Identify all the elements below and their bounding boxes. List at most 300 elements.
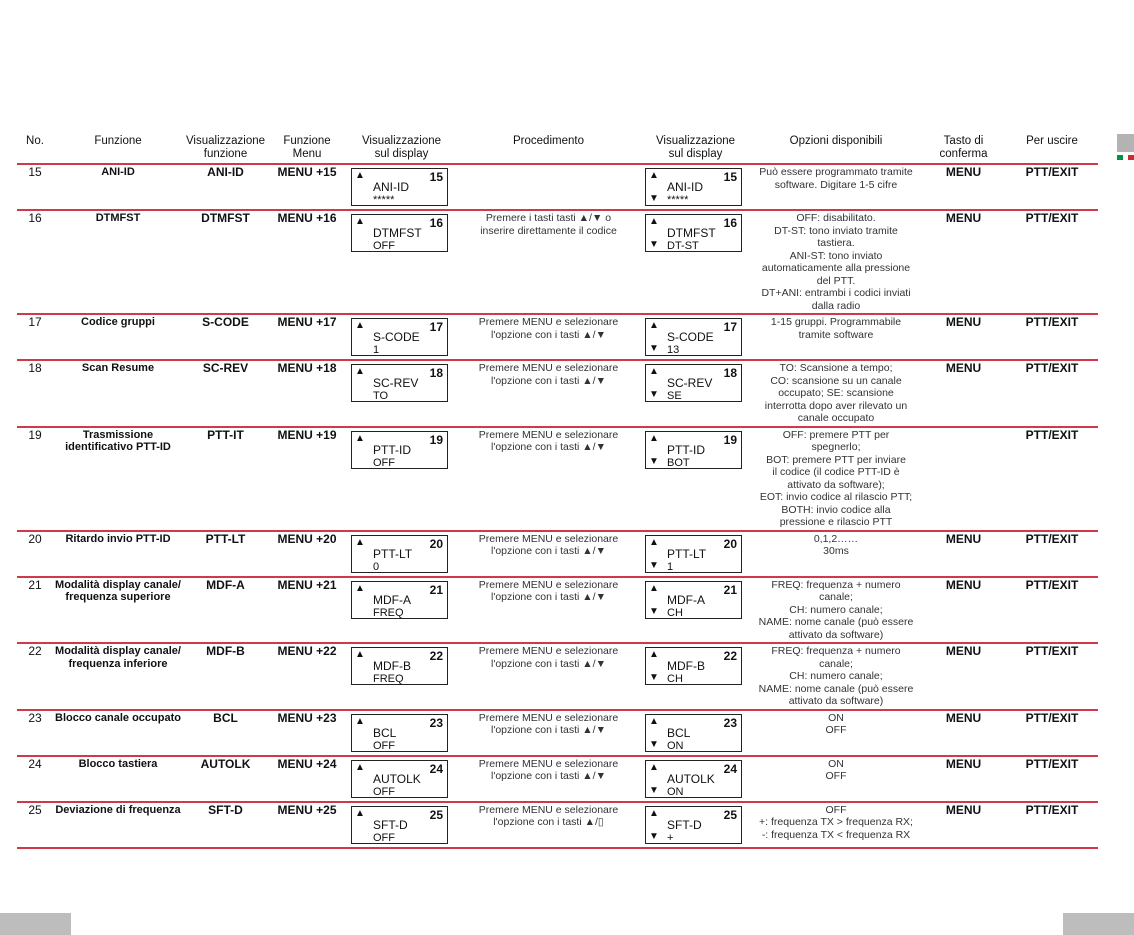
triangle-up-icon: ▲ — [355, 807, 365, 819]
cell-procedimento — [457, 427, 640, 531]
cell-no: 17 — [17, 314, 53, 360]
triangle-up-icon: ▲ — [355, 582, 365, 594]
cell-tasto: MENU — [921, 756, 1006, 802]
opzioni-line: ON — [828, 757, 844, 770]
table-row — [17, 210, 1098, 314]
lcd-menu-number: 25 — [429, 807, 443, 822]
triangle-down-icon: ▼ — [649, 784, 659, 796]
lcd-line-2: TO — [373, 390, 389, 402]
opzioni-line: attivato da software) — [788, 695, 884, 707]
procedimento-line: Premere MENU e selezionare — [478, 711, 619, 724]
opzioni-line: 0,1,2…… — [813, 532, 859, 545]
lcd-menu-number: 16 — [429, 216, 443, 230]
lcd-line-1: DTMFST — [373, 226, 422, 240]
header-uscire — [1006, 134, 1098, 164]
opzioni-line: pressione e rilascio PTT — [779, 516, 893, 528]
cell-funzione — [53, 756, 183, 802]
lcd-line-1: S-CODE — [373, 330, 420, 344]
cell-opzioni — [751, 577, 921, 644]
triangle-up-icon: ▲ — [649, 649, 659, 660]
cell-no: 21 — [17, 577, 53, 644]
cell-tasto: MENU — [921, 531, 1006, 577]
lcd-menu-number: 24 — [429, 761, 443, 776]
lcd-line-1: BCL — [373, 725, 397, 740]
cell-funzione-menu: MENU +20 — [268, 531, 346, 577]
menu-function-table — [17, 134, 1098, 849]
opzioni-line: OFF — [825, 803, 847, 816]
triangle-up-icon: ▲ — [649, 582, 659, 594]
lcd-display-after — [645, 535, 742, 573]
triangle-down-icon: ▼ — [649, 672, 659, 683]
lcd-menu-number: 24 — [723, 761, 737, 776]
triangle-up-icon: ▲ — [355, 536, 365, 548]
funzione-line: Modalità display canale/ — [55, 645, 181, 657]
procedimento-line: l'opzione con i tasti ▲/▯ — [493, 816, 604, 828]
cell-funzione-menu: MENU +18 — [268, 360, 346, 427]
procedimento-line: l'opzione con i tasti ▲/▼ — [490, 770, 606, 782]
lcd-line-2: 0 — [373, 560, 380, 573]
lcd-line-2: BOT — [667, 456, 690, 469]
procedimento-line: l'opzione con i tasti ▲/▼ — [490, 545, 606, 557]
cell-opzioni — [751, 643, 921, 710]
procedimento-line: l'opzione con i tasti ▲/▼ — [490, 657, 606, 670]
triangle-up-icon: ▲ — [649, 761, 659, 773]
cell-uscire: PTT/EXIT — [1006, 360, 1098, 427]
header-funzione-menu — [268, 134, 346, 164]
opzioni-line: del PTT. — [816, 274, 856, 287]
opzioni-line: NAME: nome canale (può essere — [758, 616, 914, 628]
lcd-menu-number: 18 — [429, 366, 443, 380]
triangle-up-icon: ▲ — [649, 432, 659, 444]
opzioni-line: EOT: invio codice al rilascio PTT; — [759, 491, 913, 503]
header-opzioni-text: Opzioni disponibili — [789, 135, 883, 147]
procedimento-line: Premere i tasti tasti ▲/▼ o — [485, 212, 612, 224]
header-tasto — [921, 134, 1006, 164]
cell-no: 15 — [17, 164, 53, 210]
cell-tasto: MENU — [921, 164, 1006, 210]
cell-procedimento — [457, 643, 640, 710]
header-vis-display-line1: Visualizzazione — [361, 135, 442, 147]
triangle-up-icon: ▲ — [355, 715, 365, 727]
cell-opzioni — [751, 531, 921, 577]
cell-vis-display-after — [640, 802, 751, 848]
cell-procedimento — [457, 531, 640, 577]
header-tasto-line2: conferma — [939, 148, 988, 160]
header-funzione-text: Funzione — [94, 135, 142, 147]
table-header — [17, 134, 1098, 164]
lcd-line-1: ANI-ID — [667, 180, 703, 194]
lcd-line-1: SC-REV — [373, 376, 419, 390]
lcd-line-1: MDF-B — [373, 659, 411, 673]
lcd-display-before — [351, 806, 448, 844]
opzioni-line: BOT: premere PTT per inviare — [766, 453, 906, 466]
cell-no: 23 — [17, 710, 53, 756]
lcd-display-before — [351, 214, 448, 252]
lcd-line-2: OFF — [373, 831, 395, 844]
lcd-line-2: 13 — [667, 344, 680, 356]
funzione-line: ANI-ID — [101, 166, 135, 178]
opzioni-line: NAME: nome canale (può essere — [758, 682, 914, 695]
cell-opzioni — [751, 756, 921, 802]
lcd-line-2: CH — [667, 606, 683, 619]
triangle-up-icon: ▲ — [355, 170, 365, 181]
cell-vis-funzione: ANI-ID — [183, 164, 268, 210]
cell-no: 18 — [17, 360, 53, 427]
lcd-display-before — [351, 168, 448, 206]
cell-uscire: PTT/EXIT — [1006, 710, 1098, 756]
lcd-menu-number: 25 — [723, 807, 737, 822]
header-no — [17, 134, 53, 164]
header-procedimento-text: Procedimento — [513, 135, 584, 147]
lcd-line-2: ON — [667, 739, 684, 752]
opzioni-line: OFF — [825, 724, 847, 736]
lcd-line-2: ***** — [373, 194, 395, 206]
opzioni-line: interrotta dopo aver rilevato un — [764, 399, 908, 412]
opzioni-line: spegnerlo; — [811, 441, 861, 453]
triangle-down-icon: ▼ — [649, 455, 659, 467]
cell-vis-display — [346, 427, 457, 531]
lcd-line-1: SC-REV — [667, 376, 713, 390]
lcd-display-after — [645, 647, 742, 685]
triangle-down-icon: ▼ — [649, 738, 659, 750]
lcd-menu-number: 17 — [429, 320, 443, 334]
cell-vis-funzione: BCL — [183, 710, 268, 756]
cell-opzioni — [751, 164, 921, 210]
lcd-line-1: MDF-B — [667, 659, 705, 673]
cell-vis-display-after — [640, 710, 751, 756]
lcd-menu-number: 22 — [429, 649, 443, 663]
cell-vis-display — [346, 577, 457, 644]
cell-funzione-menu: MENU +17 — [268, 314, 346, 360]
cell-tasto: MENU — [921, 577, 1006, 644]
lcd-display-before — [351, 431, 448, 469]
funzione-line: Trasmissione — [82, 428, 154, 441]
lcd-display-before — [351, 318, 448, 356]
cell-opzioni — [751, 360, 921, 427]
procedimento-line: Premere MENU e selezionare — [478, 428, 619, 441]
opzioni-line: ANI-ST: tono inviato — [789, 249, 883, 262]
cell-funzione-menu: MENU +24 — [268, 756, 346, 802]
lcd-line-2: + — [667, 831, 674, 844]
lcd-display-after — [645, 806, 742, 844]
cell-vis-display — [346, 756, 457, 802]
procedimento-line: inserire direttamente il codice — [480, 224, 617, 237]
cell-vis-display — [346, 710, 457, 756]
lcd-line-2: 1 — [373, 344, 380, 356]
header-funzione — [53, 134, 183, 164]
cell-vis-funzione: PTT-LT — [183, 531, 268, 577]
header-funzione-menu-line1: Funzione — [283, 135, 331, 147]
cell-funzione-menu: MENU +21 — [268, 577, 346, 644]
lcd-line-2: 1 — [667, 560, 674, 573]
header-vis-display2-line1: Visualizzazione — [655, 135, 736, 147]
procedimento-line: l'opzione con i tasti ▲/▼ — [490, 591, 606, 603]
opzioni-line: occupato; SE: scansione — [778, 387, 894, 399]
opzioni-line: tramite software — [798, 328, 874, 341]
opzioni-line: CH: numero canale; — [789, 670, 883, 682]
opzioni-line: Può essere programmato tramite — [759, 166, 913, 178]
cell-funzione — [53, 802, 183, 848]
cell-funzione-menu: MENU +19 — [268, 427, 346, 531]
cell-vis-display-after — [640, 531, 751, 577]
opzioni-line: canale; — [819, 657, 853, 670]
cell-vis-display — [346, 164, 457, 210]
opzioni-line: 30ms — [823, 545, 849, 557]
procedimento-line: l'opzione con i tasti ▲/▼ — [490, 441, 606, 453]
cell-procedimento — [457, 314, 640, 360]
lcd-menu-number: 15 — [429, 170, 443, 184]
cell-uscire: PTT/EXIT — [1006, 314, 1098, 360]
triangle-down-icon: ▼ — [649, 239, 659, 250]
lcd-display-after — [645, 168, 742, 206]
opzioni-line: BOTH: invio codice alla — [781, 503, 891, 516]
opzioni-line: CO: scansione su un canale — [770, 374, 902, 387]
opzioni-line: 1-15 gruppi. Programmabile — [770, 316, 902, 328]
lcd-menu-number: 21 — [723, 582, 737, 597]
cell-vis-display-after — [640, 314, 751, 360]
opzioni-line: il codice (il codice PTT-ID è — [772, 466, 900, 478]
opzioni-line: software. Digitare 1-5 cifre — [774, 178, 898, 191]
lcd-line-1: DTMFST — [667, 226, 716, 240]
cell-vis-funzione: S-CODE — [183, 314, 268, 360]
header-tasto-line1: Tasto di — [943, 135, 984, 147]
cell-opzioni — [751, 427, 921, 531]
table-row — [17, 756, 1098, 802]
funzione-line: Blocco tastiera — [78, 757, 158, 770]
lcd-line-2: FREQ — [373, 606, 404, 619]
cell-funzione — [53, 314, 183, 360]
funzione-line: frequenza superiore — [65, 591, 171, 603]
lcd-menu-number: 23 — [429, 715, 443, 730]
cell-funzione-menu: MENU +16 — [268, 210, 346, 314]
page-tab-right — [1063, 913, 1134, 935]
cell-procedimento — [457, 756, 640, 802]
triangle-up-icon: ▲ — [355, 320, 365, 331]
table-row — [17, 360, 1098, 427]
opzioni-line: tastiera. — [817, 237, 855, 249]
cell-vis-display — [346, 360, 457, 427]
header-vis-display2 — [640, 134, 751, 164]
header-vis-funzione-line2: funzione — [203, 148, 248, 160]
lcd-line-1: PTT-ID — [373, 442, 411, 457]
cell-funzione — [53, 643, 183, 710]
triangle-down-icon: ▼ — [649, 605, 659, 617]
triangle-up-icon: ▲ — [355, 649, 365, 660]
lcd-line-1: SFT-D — [373, 817, 408, 832]
procedimento-line: Premere MENU e selezionare — [478, 362, 619, 374]
table-row — [17, 531, 1098, 577]
lcd-menu-number: 16 — [723, 216, 737, 230]
lcd-line-1: MDF-A — [373, 592, 411, 607]
opzioni-line: canale; — [819, 591, 853, 603]
cell-vis-funzione: SFT-D — [183, 802, 268, 848]
opzioni-line: attivato da software); — [787, 478, 885, 491]
opzioni-line: ON — [828, 711, 844, 724]
cell-tasto: MENU — [921, 314, 1006, 360]
lcd-display-after — [645, 364, 742, 402]
cell-procedimento — [457, 210, 640, 314]
lcd-display-after — [645, 714, 742, 752]
header-uscire-text: Per uscire — [1026, 135, 1078, 147]
cell-uscire: PTT/EXIT — [1006, 643, 1098, 710]
opzioni-line: TO: Scansione a tempo; — [779, 362, 893, 374]
lcd-line-1: AUTOLK — [667, 771, 715, 786]
funzione-line: Modalità display canale/ — [55, 578, 181, 591]
cell-vis-display-after — [640, 164, 751, 210]
opzioni-line: DT-ST: tono inviato tramite — [774, 224, 898, 237]
cell-tasto: MENU — [921, 360, 1006, 427]
cell-funzione — [53, 360, 183, 427]
table-row — [17, 427, 1098, 531]
funzione-line: Scan Resume — [81, 362, 155, 374]
funzione-line: Deviazione di frequenza — [55, 803, 181, 816]
lcd-menu-number: 18 — [723, 366, 737, 380]
opzioni-line: FREQ: frequenza + numero — [771, 578, 901, 591]
table-row — [17, 643, 1098, 710]
triangle-down-icon: ▼ — [649, 830, 659, 842]
cell-tasto — [921, 427, 1006, 531]
triangle-down-icon: ▼ — [649, 559, 659, 571]
funzione-line: frequenza inferiore — [68, 657, 168, 670]
lcd-display-after — [645, 581, 742, 619]
opzioni-line: dalla radio — [811, 299, 861, 312]
cell-procedimento — [457, 802, 640, 848]
procedimento-line: l'opzione con i tasti ▲/▼ — [490, 374, 606, 387]
lcd-line-1: S-CODE — [667, 330, 714, 344]
lcd-display-before — [351, 647, 448, 685]
table-row — [17, 577, 1098, 644]
page-tab-left — [0, 913, 71, 935]
funzione-line: Codice gruppi — [81, 316, 155, 328]
cell-procedimento — [457, 360, 640, 427]
cell-procedimento — [457, 164, 640, 210]
funzione-line: Blocco canale occupato — [55, 711, 181, 724]
italian-flag-icon — [1117, 134, 1134, 160]
header-vis-display-line2: sul display — [374, 148, 429, 160]
lcd-line-2: SE — [667, 390, 682, 402]
triangle-up-icon: ▲ — [649, 216, 659, 227]
lcd-display-after — [645, 318, 742, 356]
lcd-menu-number: 17 — [723, 320, 737, 334]
cell-funzione — [53, 531, 183, 577]
opzioni-line: canale occupato — [797, 412, 875, 424]
cell-tasto: MENU — [921, 643, 1006, 710]
cell-vis-funzione: AUTOLK — [183, 756, 268, 802]
opzioni-line: OFF: disabilitato. — [796, 212, 876, 224]
header-vis-funzione-line1: Visualizzazione — [185, 135, 266, 147]
triangle-down-icon: ▼ — [649, 389, 659, 400]
procedimento-line: Premere MENU e selezionare — [478, 316, 619, 328]
procedimento-line: Premere MENU e selezionare — [478, 578, 619, 591]
cell-vis-funzione: DTMFST — [183, 210, 268, 314]
procedimento-line: Premere MENU e selezionare — [478, 757, 619, 770]
cell-vis-display — [346, 531, 457, 577]
cell-funzione-menu: MENU +22 — [268, 643, 346, 710]
lcd-display-after — [645, 760, 742, 798]
cell-uscire: PTT/EXIT — [1006, 802, 1098, 848]
lcd-display-before — [351, 364, 448, 402]
procedimento-line: Premere MENU e selezionare — [478, 645, 619, 657]
opzioni-line: +: frequenza TX > frequenza RX; — [759, 816, 913, 828]
cell-vis-funzione: SC-REV — [183, 360, 268, 427]
triangle-up-icon: ▲ — [355, 432, 365, 444]
table-row — [17, 802, 1098, 848]
header-vis-funzione — [183, 134, 268, 164]
triangle-up-icon: ▲ — [355, 761, 365, 773]
cell-uscire: PTT/EXIT — [1006, 210, 1098, 314]
triangle-up-icon: ▲ — [649, 366, 659, 377]
cell-uscire: PTT/EXIT — [1006, 164, 1098, 210]
lcd-display-after — [645, 214, 742, 252]
cell-uscire: PTT/EXIT — [1006, 577, 1098, 644]
triangle-up-icon: ▲ — [355, 216, 365, 227]
cell-vis-display — [346, 210, 457, 314]
cell-vis-display-after — [640, 210, 751, 314]
cell-funzione — [53, 427, 183, 531]
opzioni-line: CH: numero canale; — [789, 603, 883, 616]
lcd-line-2: OFF — [373, 785, 395, 798]
cell-no: 24 — [17, 756, 53, 802]
triangle-up-icon: ▲ — [649, 807, 659, 819]
opzioni-line: OFF — [825, 770, 847, 782]
cell-procedimento — [457, 577, 640, 644]
lcd-line-2: OFF — [373, 739, 395, 752]
lcd-line-2: FREQ — [373, 673, 404, 685]
cell-uscire: PTT/EXIT — [1006, 756, 1098, 802]
cell-opzioni — [751, 210, 921, 314]
header-vis-display2-line2: sul display — [668, 148, 723, 160]
lcd-line-1: ANI-ID — [373, 180, 409, 194]
cell-tasto: MENU — [921, 210, 1006, 314]
cell-funzione-menu: MENU +23 — [268, 710, 346, 756]
table-row — [17, 314, 1098, 360]
opzioni-line: FREQ: frequenza + numero — [771, 645, 901, 657]
lcd-line-1: AUTOLK — [373, 771, 421, 786]
lcd-menu-number: 20 — [429, 536, 443, 551]
lcd-menu-number: 19 — [723, 432, 737, 447]
cell-vis-display — [346, 643, 457, 710]
lcd-line-1: PTT-ID — [667, 442, 705, 457]
opzioni-line: DT+ANI: entrambi i codici inviati — [761, 287, 911, 299]
lcd-line-2: CH — [667, 673, 683, 685]
lcd-menu-number: 19 — [429, 432, 443, 447]
triangle-up-icon: ▲ — [649, 536, 659, 548]
cell-vis-funzione: PTT-IT — [183, 427, 268, 531]
cell-no: 22 — [17, 643, 53, 710]
flag-red-stripe — [1128, 155, 1134, 160]
cell-vis-display-after — [640, 643, 751, 710]
lcd-line-1: PTT-LT — [667, 546, 707, 561]
cell-funzione-menu: MENU +25 — [268, 802, 346, 848]
table-row — [17, 710, 1098, 756]
opzioni-line: attivato da software) — [788, 628, 884, 641]
lcd-menu-number: 15 — [723, 170, 737, 184]
header-opzioni — [751, 134, 921, 164]
cell-funzione — [53, 577, 183, 644]
cell-funzione-menu: MENU +15 — [268, 164, 346, 210]
procedimento-line: l'opzione con i tasti ▲/▼ — [490, 724, 606, 736]
opzioni-line: automaticamente alla pressione — [761, 262, 911, 274]
lcd-display-before — [351, 760, 448, 798]
triangle-up-icon: ▲ — [649, 170, 659, 181]
triangle-up-icon: ▲ — [649, 715, 659, 727]
cell-vis-display — [346, 802, 457, 848]
lcd-menu-number: 23 — [723, 715, 737, 730]
opzioni-line: -: frequenza TX < frequenza RX — [761, 828, 911, 841]
cell-funzione — [53, 210, 183, 314]
cell-no: 16 — [17, 210, 53, 314]
funzione-line: identificativo PTT-ID — [65, 441, 171, 453]
